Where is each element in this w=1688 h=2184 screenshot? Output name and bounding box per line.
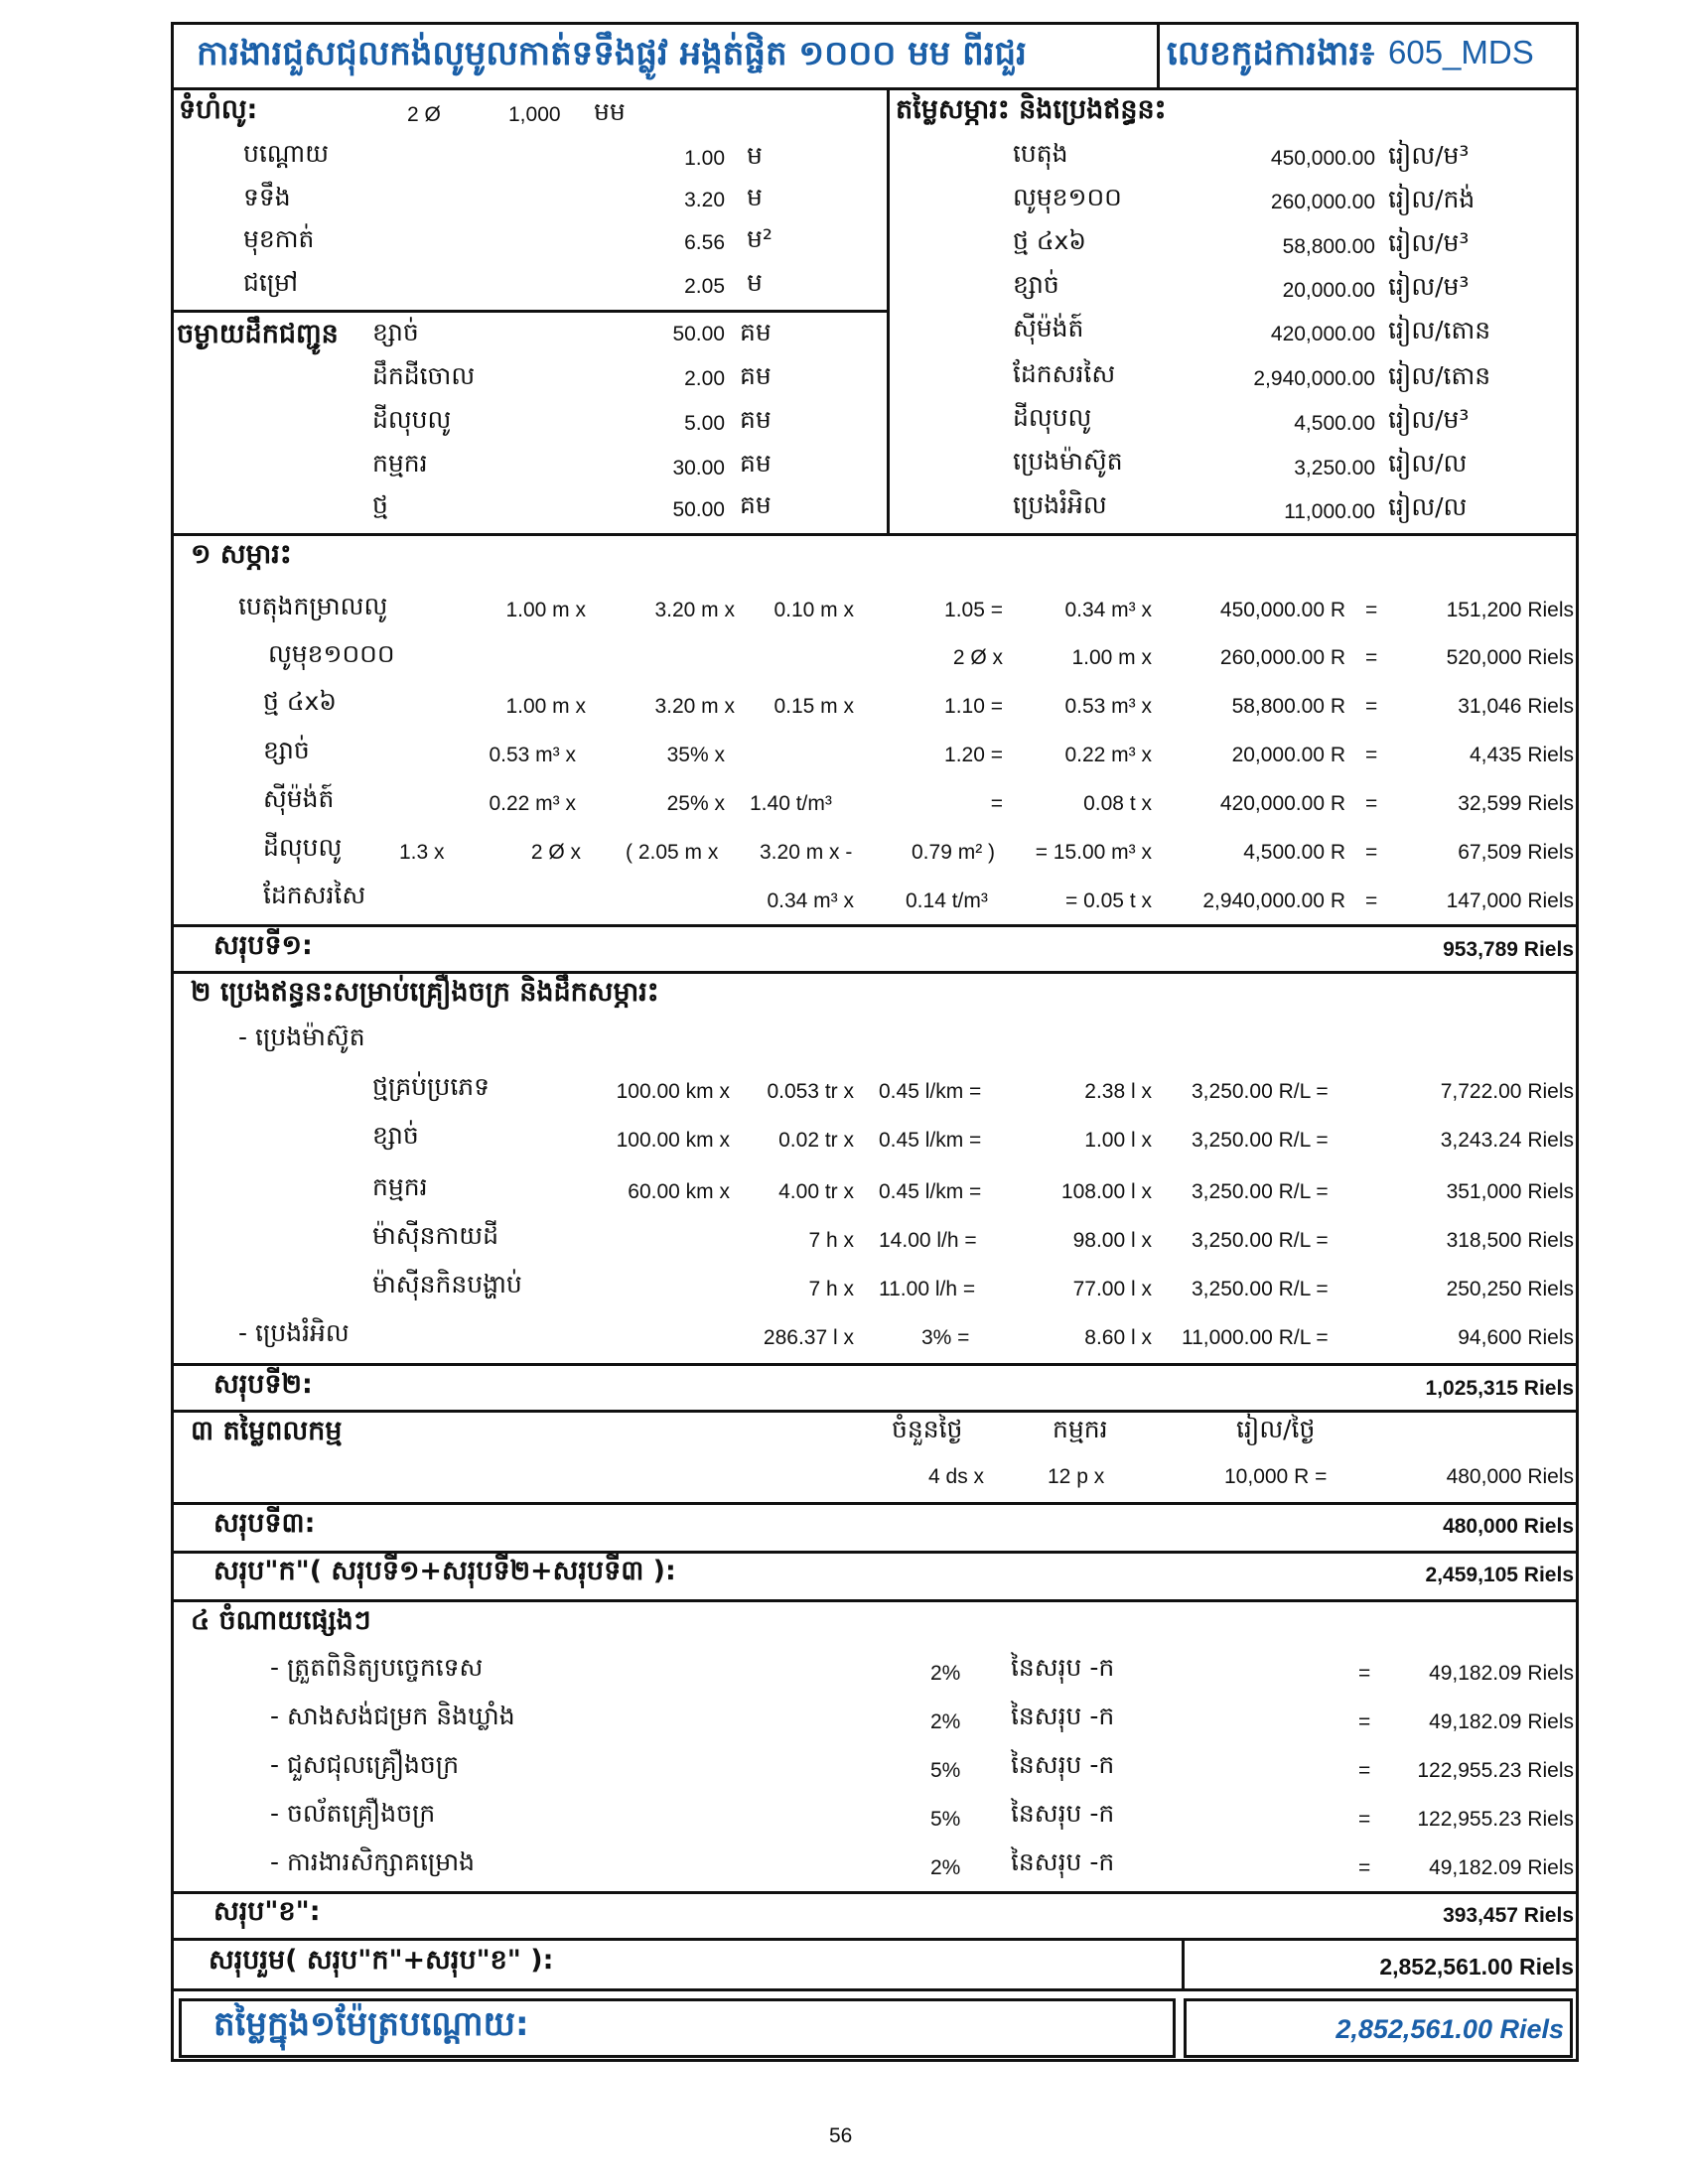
material-eq: =: [1365, 792, 1378, 815]
size-divider: [171, 310, 890, 313]
price-row-unit: រៀល/ល: [1388, 492, 1468, 521]
fuel-total: 351,000 Riels: [1446, 1180, 1574, 1203]
fuel-c3: 0.45 l/km =: [879, 1129, 982, 1152]
price-row-label: ថ្ម ៤x៦: [1013, 226, 1087, 255]
fuel-c2: 4.00 tr x: [778, 1180, 854, 1203]
material-c3: 3.20 m x -: [760, 841, 853, 864]
material-c6: 450,000.00 R: [1219, 599, 1345, 621]
other-total: 122,955.23 Riels: [1417, 1808, 1574, 1831]
fuel-total: 3,243.24 Riels: [1440, 1129, 1574, 1152]
other-row-label: - ត្រួតពិនិត្យបច្ចេកទេស: [270, 1653, 484, 1682]
distance-row-value: 5.00: [684, 412, 725, 435]
suma-top-line: [171, 1551, 1579, 1554]
material-c2: ( 2.05 m x: [626, 841, 719, 864]
subtotal1-top-line: [171, 924, 1579, 927]
fuel-c3: 0.45 l/km =: [879, 1080, 982, 1103]
material-total: 32,599 Riels: [1458, 792, 1574, 815]
material-c4: =: [990, 792, 1003, 815]
fuel-total: 318,500 Riels: [1446, 1229, 1574, 1252]
material-total: 4,435 Riels: [1469, 744, 1574, 766]
material-label: ស៊ីម៉ង់ត៍: [263, 784, 335, 813]
subtotal3-value: 480,000 Riels: [1443, 1515, 1574, 1538]
material-c5: 0.22 m³ x: [1064, 744, 1152, 766]
other-total: 122,955.23 Riels: [1417, 1759, 1574, 1782]
material-c6: 420,000.00 R: [1219, 792, 1345, 815]
size-row-value: 6.56: [684, 231, 725, 254]
material-label: ថ្ម ៤x៦: [263, 687, 338, 716]
distance-row-value: 50.00: [672, 323, 725, 345]
labor-rate: 10,000 R =: [1224, 1465, 1328, 1488]
other-pct: 5%: [930, 1759, 961, 1782]
fuel-c1: 100.00 km x: [616, 1080, 730, 1103]
price-row-label: ប្រេងម៉ាស៊ូត: [1013, 447, 1123, 476]
price-row-value: 450,000.00: [1270, 147, 1375, 170]
price-row-value: 420,000.00: [1270, 323, 1375, 345]
size-row-unit: ម²: [747, 224, 773, 253]
other-total: 49,182.09 Riels: [1429, 1662, 1574, 1685]
material-c2: 3.20 m x: [654, 695, 735, 718]
size-row-label: បណ្តោយ: [243, 139, 330, 168]
material-c4: 1.20 =: [944, 744, 1003, 766]
other-eq: =: [1358, 1662, 1371, 1685]
material-total: 67,509 Riels: [1458, 841, 1574, 864]
fuel-c5: 3,250.00 R/L =: [1192, 1129, 1329, 1152]
header-divider: [171, 87, 1579, 90]
fuel-row-label: ថ្មគ្រប់ប្រភេទ: [372, 1072, 491, 1101]
material-c3: 1.40 t/m³: [750, 792, 832, 815]
material-c5: = 15.00 m³ x: [1035, 841, 1152, 864]
material-c6: 4,500.00 R: [1243, 841, 1345, 864]
material-c4: 1.05 =: [944, 599, 1003, 621]
price-row-value: 11,000.00: [1284, 500, 1375, 523]
material-c3: 0.10 m x: [774, 599, 854, 621]
size-unit: មម: [594, 97, 626, 126]
distance-row-label: ដីលុបលូ: [372, 405, 452, 434]
labor-col-days: ចំនួនថ្ងៃ: [892, 1415, 963, 1443]
sumb-top-line: [171, 1891, 1579, 1894]
price-row-unit: រៀល/ម³: [1388, 272, 1470, 301]
subtotal3-top-line: [171, 1502, 1579, 1505]
price-row-value: 4,500.00: [1294, 412, 1375, 435]
materials-heading: ១ សម្ភារះ: [191, 539, 292, 570]
other-pct: 2%: [930, 1856, 961, 1879]
material-total: 520,000 Riels: [1446, 646, 1574, 669]
material-label: បេតុងកម្រាលលូ: [238, 592, 388, 620]
material-c2: 25% x: [666, 792, 725, 815]
distance-row-label: ដឹកដីចោល: [372, 361, 476, 390]
material-c2: 35% x: [666, 744, 725, 766]
other-row-label: - ជួសជុលគ្រឿងចក្រ: [270, 1750, 460, 1779]
other-pct: 2%: [930, 1710, 961, 1733]
material-c1: 1.00 m x: [505, 599, 586, 621]
material-c5: 0.53 m³ x: [1064, 695, 1152, 718]
price-row-label: ប្រេងរំអិល: [1013, 490, 1107, 519]
fuel-total: 250,250 Riels: [1446, 1278, 1574, 1300]
other-of: នៃសរុប -ក: [1011, 1653, 1115, 1682]
material-eq: =: [1365, 889, 1378, 912]
other-of: នៃសរុប -ក: [1011, 1750, 1115, 1779]
material-total: 31,046 Riels: [1458, 695, 1574, 718]
subtotal1-label: សរុបទី១:: [213, 930, 313, 961]
size-row-value: 2.05: [684, 275, 725, 298]
sumtotal-vdivider: [1182, 1938, 1185, 1991]
grand-total-label: តម្លៃក្នុង១ម៉ែត្របណ្តោយ:: [213, 2004, 529, 2044]
fuel-row-label: ម៉ាស៊ីនកិនបង្ហាប់: [372, 1270, 522, 1298]
size-row-unit: ម: [747, 268, 763, 297]
subtotal1-bottom-line: [171, 971, 1579, 974]
price-row-label: ដែកសរសៃ: [1013, 359, 1116, 388]
subtotal1-value: 953,789 Riels: [1443, 938, 1574, 961]
fuel-c2: 7 h x: [808, 1229, 854, 1252]
price-row-value: 20,000.00: [1282, 279, 1375, 302]
labor-days: 4 ds x: [928, 1465, 985, 1488]
page-number: 56: [829, 2124, 853, 2147]
labor-heading: ៣ តម្លៃពលកម្ម: [191, 1416, 343, 1446]
material-eq: =: [1365, 695, 1378, 718]
fuel-c4: 77.00 l x: [1072, 1278, 1152, 1300]
distance-row-value: 2.00: [684, 367, 725, 390]
price-row-label: ដីលុបលូ: [1013, 403, 1092, 432]
material-c4: 0.79 m² ): [912, 841, 996, 864]
material-c4: 0.14 t/m³: [906, 889, 988, 912]
suma-bottom-line: [171, 1599, 1579, 1602]
material-c1: 0.53 m³ x: [489, 744, 576, 766]
subtotal2-top-line: [171, 1363, 1579, 1366]
fuel-c4: 2.38 l x: [1084, 1080, 1152, 1103]
distance-row-label: ថ្ម: [372, 490, 388, 519]
price-row-unit: រៀល/ម³: [1388, 141, 1470, 170]
material-total: 147,000 Riels: [1446, 889, 1574, 912]
subtotal2-bottom-line: [171, 1410, 1579, 1413]
price-row-value: 2,940,000.00: [1253, 367, 1375, 390]
material-c6: 260,000.00 R: [1219, 646, 1345, 669]
fuel-c4: 108.00 l x: [1060, 1180, 1152, 1203]
other-row-label: - សាងសង់ជម្រក និងឃ្លាំង: [270, 1702, 515, 1730]
price-row-label: បេតុង: [1013, 139, 1068, 168]
material-label: ដែកសរសៃ: [263, 881, 366, 909]
material-label: ដីលុបលូ: [263, 833, 343, 862]
price-row-unit: រៀល/ម³: [1388, 405, 1470, 434]
distance-row-unit: គម: [740, 405, 772, 434]
header-vdivider: [1157, 22, 1160, 90]
sum-total-label: សរុបរួម( សរុប"ក"+សរុប"ខ" ):: [209, 1945, 554, 1976]
material-c5: 0.08 t x: [1083, 792, 1152, 815]
other-heading: ៤ ចំណាយផ្សេងៗ: [191, 1605, 371, 1636]
distance-row-label: ខ្សាច់: [372, 318, 419, 346]
price-row-value: 3,250.00: [1294, 457, 1375, 479]
price-row-unit: រៀល/តោន: [1388, 316, 1491, 344]
price-row-value: 260,000.00: [1270, 191, 1375, 213]
other-pct: 2%: [930, 1662, 961, 1685]
fuel-row-label: កម្មករ: [372, 1172, 428, 1201]
fuel-row-label: ខ្សាច់: [372, 1121, 419, 1150]
other-of: នៃសរុប -ក: [1011, 1799, 1115, 1828]
other-of: នៃសរុប -ក: [1011, 1702, 1115, 1730]
diesel-label: - ប្រេងម៉ាស៊ូត: [238, 1023, 365, 1051]
material-c1: 0.22 m³ x: [489, 792, 576, 815]
price-row-unit: រៀល/តោន: [1388, 361, 1491, 390]
fuel-c4: 98.00 l x: [1072, 1229, 1152, 1252]
distance-row-unit: គម: [740, 318, 772, 346]
price-row-unit: រៀល/កង់: [1388, 185, 1476, 213]
size-row-unit: ម: [747, 141, 763, 170]
material-c2: 3.20 m x: [654, 599, 735, 621]
size-count: 2 Ø: [407, 103, 441, 126]
material-eq: =: [1365, 841, 1378, 864]
sum-a-label: សរុប"ក"( សរុបទី១+សរុបទី២+សរុបទី៣ ):: [213, 1556, 676, 1586]
lube-label: - ប្រេងរំអិល: [238, 1318, 350, 1347]
size-row-value: 3.20: [684, 189, 725, 211]
material-c5: 1.00 m x: [1071, 646, 1152, 669]
lube-c5: 11,000.00 R/L =: [1182, 1326, 1329, 1349]
info-bottom-divider: [171, 533, 1579, 536]
fuel-total: 7,722.00 Riels: [1440, 1080, 1574, 1103]
other-eq: =: [1358, 1808, 1371, 1831]
material-c5: = 0.05 t x: [1065, 889, 1152, 912]
distance-label: ចម្ងាយដឹកជញ្ជូន: [177, 319, 339, 349]
labor-workers: 12 p x: [1048, 1465, 1105, 1488]
price-row-unit: រៀល/ម³: [1388, 228, 1470, 257]
fuel-c1: 60.00 km x: [628, 1180, 730, 1203]
size-row-label: មុខកាត់: [243, 224, 315, 253]
size-diameter: 1,000: [508, 103, 561, 126]
grand-total-value: 2,852,561.00 Riels: [1336, 2014, 1564, 2044]
lube-total: 94,600 Riels: [1458, 1326, 1574, 1349]
fuel-heading: ២ ប្រេងឥន្ធនះសម្រាប់គ្រឿងចក្រ និងដឹកសម្ភារះ: [191, 977, 659, 1008]
fuel-c5: 3,250.00 R/L =: [1192, 1080, 1329, 1103]
lube-c1: 286.37 l x: [763, 1326, 854, 1349]
other-eq: =: [1358, 1759, 1371, 1782]
distance-row-label: កម្មករ: [372, 449, 428, 478]
material-c3: 0.34 m³ x: [767, 889, 854, 912]
distance-row-unit: គម: [740, 361, 772, 390]
fuel-c3: 11.00 l/h =: [879, 1278, 976, 1300]
other-eq: =: [1358, 1856, 1371, 1879]
material-c1: 1.00 m x: [505, 695, 586, 718]
fuel-c5: 3,250.00 R/L =: [1192, 1278, 1329, 1300]
price-row-value: 58,800.00: [1282, 235, 1375, 258]
distance-row-unit: គម: [740, 490, 772, 519]
sum-b-label: សរុប"ខ":: [213, 1896, 321, 1927]
other-of: នៃសរុប -ក: [1011, 1847, 1115, 1876]
sumtotal-bottom-line: [171, 1988, 1579, 1991]
other-eq: =: [1358, 1710, 1371, 1733]
size-row-unit: ម: [747, 183, 763, 211]
material-label: លូមុខ១០០០: [268, 639, 395, 668]
sumtotal-top-line: [171, 1938, 1579, 1941]
fuel-row-label: ម៉ាស៊ីនកាយដី: [372, 1221, 498, 1250]
other-pct: 5%: [930, 1808, 961, 1831]
fuel-c2: 0.02 tr x: [778, 1129, 854, 1152]
labor-col-workers: កម្មករ: [1053, 1415, 1108, 1443]
material-eq: =: [1365, 646, 1378, 669]
distance-row-unit: គម: [740, 449, 772, 478]
material-c4: 2 Ø x: [952, 646, 1003, 669]
job-code-label: លេខកូដការងារ៖: [1167, 34, 1375, 73]
size-row-label: ជម្រៅ: [243, 268, 299, 297]
material-c6: 20,000.00 R: [1231, 744, 1345, 766]
sum-total-value: 2,852,561.00 Riels: [1379, 1954, 1574, 1979]
material-total: 151,200 Riels: [1446, 599, 1574, 621]
other-row-label: - ចល័តគ្រឿងចក្រ: [270, 1799, 436, 1828]
lube-c4: 8.60 l x: [1084, 1326, 1152, 1349]
distance-row-value: 30.00: [672, 457, 725, 479]
prices-label: តម្លៃសម្ភារះ និងប្រេងឥន្ធនះ: [896, 94, 1167, 125]
fuel-c5: 3,250.00 R/L =: [1192, 1229, 1329, 1252]
material-c4: 1.10 =: [944, 695, 1003, 718]
sum-b-value: 393,457 Riels: [1443, 1904, 1574, 1927]
lube-c2: 3% =: [921, 1326, 970, 1349]
price-row-unit: រៀល/ល: [1388, 449, 1468, 478]
price-row-label: ស៊ីម៉ង់ត៍: [1013, 314, 1084, 342]
sum-a-value: 2,459,105 Riels: [1425, 1564, 1574, 1586]
material-label: ខ្សាច់: [263, 736, 310, 764]
fuel-c1: 100.00 km x: [616, 1129, 730, 1152]
labor-total: 480,000 Riels: [1446, 1465, 1574, 1488]
material-pre: 1.3 x: [399, 841, 445, 864]
fuel-c3: 14.00 l/h =: [879, 1229, 977, 1252]
size-label: ទំហំលូ:: [179, 94, 258, 125]
material-c1: 2 Ø x: [530, 841, 581, 864]
subtotal3-label: សរុបទី៣:: [213, 1508, 316, 1539]
material-eq: =: [1365, 744, 1378, 766]
price-row-label: លូមុខ១០០: [1013, 183, 1122, 211]
labor-col-rate: រៀល/ថ្ងៃ: [1236, 1415, 1316, 1443]
material-eq: =: [1365, 599, 1378, 621]
fuel-c4: 1.00 l x: [1084, 1129, 1152, 1152]
subtotal2-label: សរុបទី២:: [213, 1369, 313, 1400]
subtotal2-value: 1,025,315 Riels: [1425, 1377, 1574, 1400]
page-title: ការងារជួសជុលកង់លូមូលកាត់ទទឹងផ្លូវ អង្កត់ផ្ចិត ១០០០ មម ពីរជួរ: [197, 34, 1027, 73]
material-c6: 2,940,000.00 R: [1202, 889, 1345, 912]
job-code-value: 605_MDS: [1388, 34, 1534, 70]
other-total: 49,182.09 Riels: [1429, 1710, 1574, 1733]
distance-row-value: 50.00: [672, 498, 725, 521]
price-row-label: ខ្សាច់: [1013, 270, 1059, 299]
fuel-c5: 3,250.00 R/L =: [1192, 1180, 1329, 1203]
other-total: 49,182.09 Riels: [1429, 1856, 1574, 1879]
other-row-label: - ការងារសិក្សាគម្រោង: [270, 1847, 476, 1876]
fuel-c2: 7 h x: [808, 1278, 854, 1300]
material-c6: 58,800.00 R: [1231, 695, 1345, 718]
fuel-c3: 0.45 l/km =: [879, 1180, 982, 1203]
size-row-label: ទទឹង: [243, 183, 291, 211]
material-c5: 0.34 m³ x: [1064, 599, 1152, 621]
fuel-c2: 0.053 tr x: [767, 1080, 854, 1103]
material-c3: 0.15 m x: [774, 695, 854, 718]
size-row-value: 1.00: [684, 147, 725, 170]
